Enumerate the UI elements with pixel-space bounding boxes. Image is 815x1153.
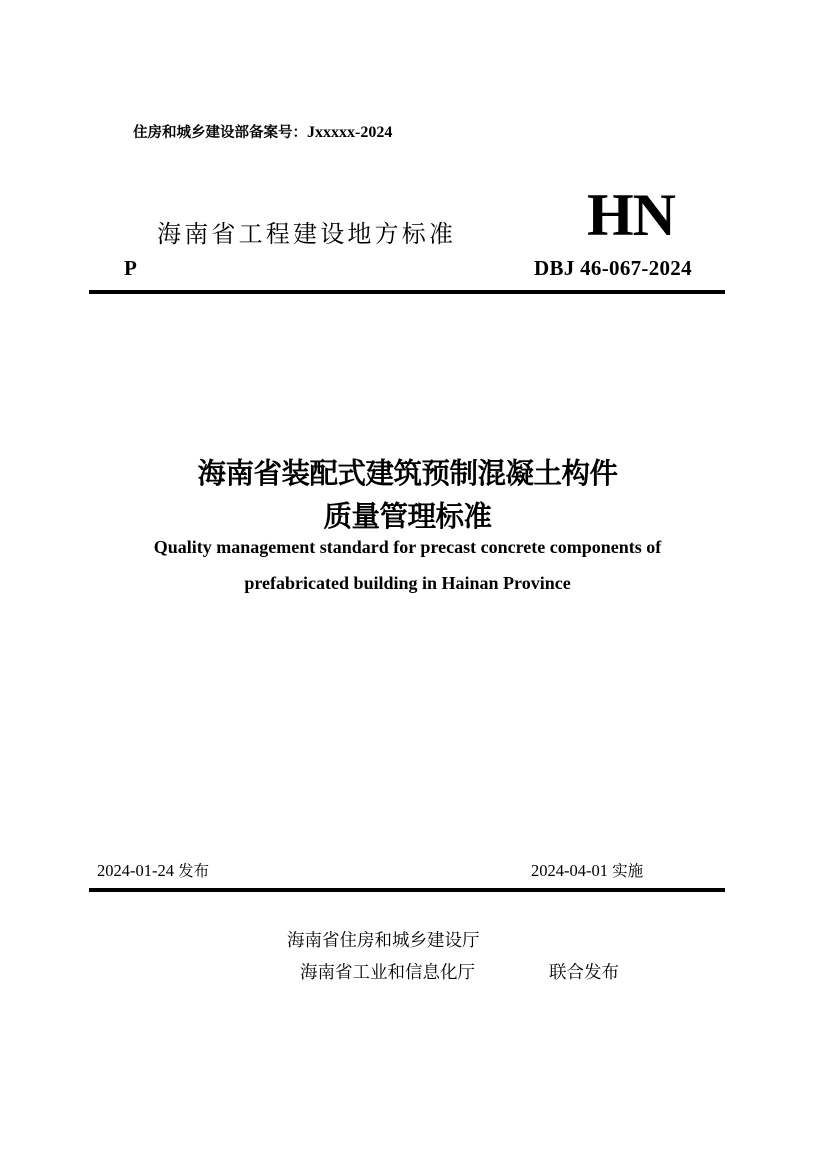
record-label: 住房和城乡建设部备案号：	[133, 125, 307, 141]
effective-date	[531, 859, 643, 881]
top-divider	[89, 290, 725, 294]
bottom-divider	[89, 888, 725, 892]
standard-number: DBJ 46-067-2024	[534, 256, 692, 280]
effective-label: 实施	[612, 862, 644, 880]
hn-logo: HN	[587, 182, 675, 248]
issue-date	[97, 859, 209, 881]
publisher-2: 海南省工业和信息化厅	[300, 963, 475, 983]
standard-category: 海南省工程建设地方标准	[157, 220, 457, 248]
effective-date-value: 2024-04-01	[531, 861, 608, 880]
title-chinese-line-2: 质量管理标准	[323, 500, 492, 533]
title-english-line-1: Quality management standard for precast concrete components of	[153, 537, 662, 557]
issue-label: 发布	[178, 862, 210, 880]
title-chinese-line-1: 海南省装配式建筑预制混凝土构件	[197, 457, 618, 490]
publisher-1: 海南省住房和城乡建设厅	[287, 931, 480, 951]
classification-letter: P	[124, 256, 137, 280]
record-number	[133, 121, 392, 142]
issue-date-value: 2024-01-24	[97, 861, 174, 880]
record-code: Jxxxxx-2024	[307, 124, 393, 141]
joint-issue-label: 联合发布	[549, 963, 619, 983]
title-english-line-2: prefabricated building in Hainan Province	[244, 573, 571, 593]
